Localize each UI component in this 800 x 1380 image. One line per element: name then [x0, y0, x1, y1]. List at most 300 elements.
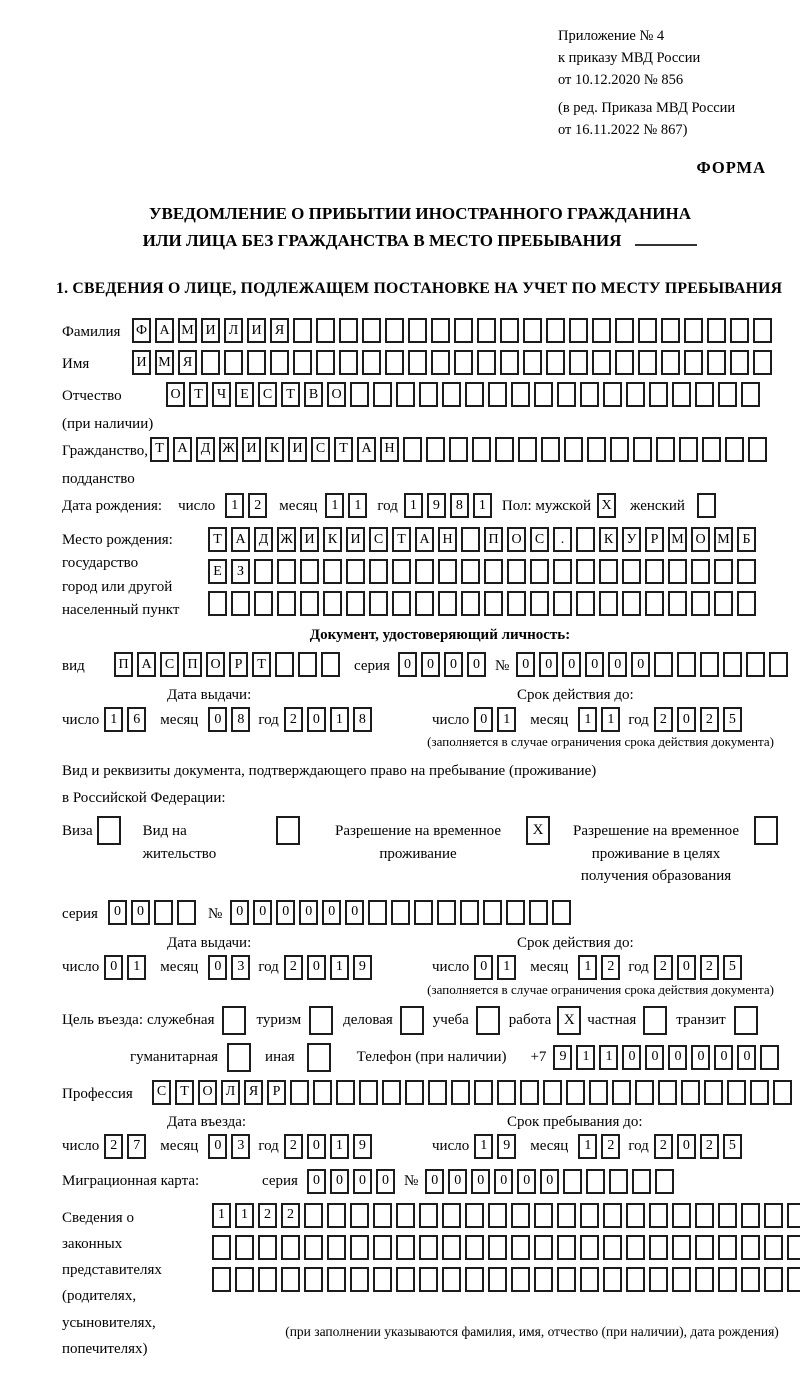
char-cell[interactable]	[368, 900, 387, 925]
char-cell[interactable]	[714, 559, 733, 584]
char-cell[interactable]	[707, 318, 726, 343]
char-cell[interactable]: 0	[562, 652, 581, 677]
char-cell[interactable]: 1	[599, 1045, 618, 1070]
char-cell[interactable]: 5	[723, 955, 742, 980]
char-cell[interactable]	[154, 900, 173, 925]
char-cell[interactable]	[419, 1203, 438, 1228]
char-cell[interactable]: 2	[284, 955, 303, 980]
char-cell[interactable]: 8	[450, 493, 469, 518]
char-cell[interactable]: 1	[578, 707, 597, 732]
char-cell[interactable]	[643, 1006, 667, 1035]
char-cell[interactable]: 0	[467, 652, 486, 677]
char-cell[interactable]	[541, 437, 560, 462]
char-cell[interactable]	[626, 382, 645, 407]
char-cell[interactable]	[649, 1203, 668, 1228]
char-cell[interactable]	[298, 652, 317, 677]
char-cell[interactable]	[741, 1235, 760, 1260]
char-cell[interactable]	[227, 1043, 251, 1072]
char-cell[interactable]: Т	[252, 652, 271, 677]
char-cell[interactable]	[603, 1235, 622, 1260]
char-cell[interactable]	[454, 318, 473, 343]
char-cell[interactable]: Р	[229, 652, 248, 677]
char-cell[interactable]	[307, 1043, 331, 1072]
char-cell[interactable]: 0	[421, 652, 440, 677]
char-cell[interactable]	[373, 382, 392, 407]
char-cell[interactable]	[737, 559, 756, 584]
char-cell[interactable]	[695, 1203, 714, 1228]
char-cell[interactable]: 0	[104, 955, 123, 980]
char-cell[interactable]	[507, 591, 526, 616]
char-cell[interactable]	[764, 1267, 783, 1292]
char-cell[interactable]	[403, 437, 422, 462]
char-cell[interactable]	[718, 1235, 737, 1260]
char-cell[interactable]: 0	[608, 652, 627, 677]
char-cell[interactable]: 0	[677, 1134, 696, 1159]
char-cell[interactable]	[787, 1267, 800, 1292]
char-cell[interactable]	[760, 1045, 779, 1070]
char-cell[interactable]: В	[304, 382, 323, 407]
char-cell[interactable]	[679, 437, 698, 462]
char-cell[interactable]: 0	[539, 652, 558, 677]
char-cell[interactable]: 0	[330, 1169, 349, 1194]
char-cell[interactable]	[350, 1267, 369, 1292]
char-cell[interactable]	[313, 1080, 332, 1105]
char-cell[interactable]: К	[323, 527, 342, 552]
char-cell[interactable]: 0	[645, 1045, 664, 1070]
char-cell[interactable]	[684, 350, 703, 375]
char-cell[interactable]	[497, 1080, 516, 1105]
char-cell[interactable]	[293, 350, 312, 375]
char-cell[interactable]	[741, 382, 760, 407]
char-cell[interactable]: 0	[474, 955, 493, 980]
char-cell[interactable]: И	[346, 527, 365, 552]
char-cell[interactable]: Ж	[219, 437, 238, 462]
char-cell[interactable]	[461, 559, 480, 584]
char-cell[interactable]: 2	[248, 493, 267, 518]
char-cell[interactable]	[97, 816, 121, 845]
char-cell[interactable]	[382, 1080, 401, 1105]
char-cell[interactable]: X	[557, 1006, 581, 1035]
char-cell[interactable]	[553, 559, 572, 584]
char-cell[interactable]: 2	[104, 1134, 123, 1159]
char-cell[interactable]: О	[198, 1080, 217, 1105]
char-cell[interactable]: И	[132, 350, 151, 375]
char-cell[interactable]	[576, 527, 595, 552]
char-cell[interactable]	[656, 437, 675, 462]
char-cell[interactable]: 0	[677, 955, 696, 980]
char-cell[interactable]: 1	[473, 493, 492, 518]
char-cell[interactable]	[247, 350, 266, 375]
char-cell[interactable]: Я	[178, 350, 197, 375]
char-cell[interactable]: Т	[334, 437, 353, 462]
char-cell[interactable]	[580, 382, 599, 407]
char-cell[interactable]	[488, 1267, 507, 1292]
char-cell[interactable]: 9	[553, 1045, 572, 1070]
char-cell[interactable]	[714, 591, 733, 616]
char-cell[interactable]: 0	[631, 652, 650, 677]
char-cell[interactable]: Я	[244, 1080, 263, 1105]
char-cell[interactable]: 0	[108, 900, 127, 925]
char-cell[interactable]: 0	[517, 1169, 536, 1194]
char-cell[interactable]: 0	[677, 707, 696, 732]
char-cell[interactable]: 5	[723, 1134, 742, 1159]
char-cell[interactable]	[488, 1203, 507, 1228]
char-cell[interactable]: Т	[175, 1080, 194, 1105]
char-cell[interactable]	[461, 591, 480, 616]
char-cell[interactable]: 0	[353, 1169, 372, 1194]
char-cell[interactable]	[212, 1267, 231, 1292]
char-cell[interactable]: К	[599, 527, 618, 552]
char-cell[interactable]: Б	[737, 527, 756, 552]
char-cell[interactable]: С	[369, 527, 388, 552]
char-cell[interactable]: 0	[471, 1169, 490, 1194]
char-cell[interactable]: 2	[601, 1134, 620, 1159]
char-cell[interactable]	[691, 591, 710, 616]
char-cell[interactable]: Ч	[212, 382, 231, 407]
char-cell[interactable]	[727, 1080, 746, 1105]
char-cell[interactable]	[704, 1080, 723, 1105]
char-cell[interactable]: 0	[376, 1169, 395, 1194]
char-cell[interactable]: 0	[230, 900, 249, 925]
char-cell[interactable]	[316, 350, 335, 375]
char-cell[interactable]	[753, 318, 772, 343]
char-cell[interactable]: З	[231, 559, 250, 584]
char-cell[interactable]: 0	[299, 900, 318, 925]
char-cell[interactable]: 0	[307, 707, 326, 732]
char-cell[interactable]	[323, 591, 342, 616]
char-cell[interactable]: Т	[189, 382, 208, 407]
char-cell[interactable]	[500, 350, 519, 375]
char-cell[interactable]	[707, 350, 726, 375]
char-cell[interactable]	[201, 350, 220, 375]
char-cell[interactable]	[373, 1203, 392, 1228]
char-cell[interactable]	[396, 382, 415, 407]
char-cell[interactable]	[431, 350, 450, 375]
char-cell[interactable]: 0	[276, 900, 295, 925]
char-cell[interactable]: 1	[330, 955, 349, 980]
char-cell[interactable]	[293, 318, 312, 343]
char-cell[interactable]	[764, 1235, 783, 1260]
char-cell[interactable]	[580, 1267, 599, 1292]
char-cell[interactable]: Н	[380, 437, 399, 462]
char-cell[interactable]	[702, 437, 721, 462]
char-cell[interactable]: 0	[307, 1134, 326, 1159]
char-cell[interactable]	[603, 1267, 622, 1292]
char-cell[interactable]	[477, 350, 496, 375]
char-cell[interactable]	[658, 1080, 677, 1105]
char-cell[interactable]: 0	[398, 652, 417, 677]
char-cell[interactable]: X	[526, 816, 550, 845]
char-cell[interactable]: А	[231, 527, 250, 552]
char-cell[interactable]: И	[247, 318, 266, 343]
char-cell[interactable]	[638, 350, 657, 375]
char-cell[interactable]	[511, 1235, 530, 1260]
char-cell[interactable]	[649, 1267, 668, 1292]
char-cell[interactable]: А	[155, 318, 174, 343]
char-cell[interactable]: 1	[578, 955, 597, 980]
char-cell[interactable]	[580, 1203, 599, 1228]
char-cell[interactable]	[697, 493, 716, 518]
char-cell[interactable]	[419, 382, 438, 407]
char-cell[interactable]: 5	[723, 707, 742, 732]
char-cell[interactable]	[569, 318, 588, 343]
char-cell[interactable]: М	[714, 527, 733, 552]
char-cell[interactable]: 0	[425, 1169, 444, 1194]
char-cell[interactable]: 1	[325, 493, 344, 518]
char-cell[interactable]	[391, 900, 410, 925]
char-cell[interactable]	[327, 1235, 346, 1260]
char-cell[interactable]	[622, 591, 641, 616]
char-cell[interactable]	[576, 559, 595, 584]
char-cell[interactable]	[750, 1080, 769, 1105]
char-cell[interactable]	[557, 1235, 576, 1260]
char-cell[interactable]	[638, 318, 657, 343]
char-cell[interactable]: Д	[196, 437, 215, 462]
char-cell[interactable]	[454, 350, 473, 375]
char-cell[interactable]	[700, 652, 719, 677]
char-cell[interactable]	[449, 437, 468, 462]
char-cell[interactable]	[488, 1235, 507, 1260]
char-cell[interactable]	[415, 591, 434, 616]
char-cell[interactable]	[483, 900, 502, 925]
char-cell[interactable]	[626, 1267, 645, 1292]
char-cell[interactable]	[661, 350, 680, 375]
char-cell[interactable]	[668, 559, 687, 584]
char-cell[interactable]	[281, 1267, 300, 1292]
char-cell[interactable]: К	[265, 437, 284, 462]
char-cell[interactable]: 1	[497, 707, 516, 732]
char-cell[interactable]: 2	[284, 1134, 303, 1159]
char-cell[interactable]: С	[152, 1080, 171, 1105]
char-cell[interactable]: 0	[668, 1045, 687, 1070]
char-cell[interactable]	[309, 1006, 333, 1035]
char-cell[interactable]	[488, 382, 507, 407]
char-cell[interactable]: 0	[322, 900, 341, 925]
char-cell[interactable]	[258, 1267, 277, 1292]
char-cell[interactable]	[543, 1080, 562, 1105]
char-cell[interactable]	[405, 1080, 424, 1105]
char-cell[interactable]	[396, 1203, 415, 1228]
char-cell[interactable]: А	[137, 652, 156, 677]
char-cell[interactable]	[442, 382, 461, 407]
char-cell[interactable]: 1	[601, 707, 620, 732]
char-cell[interactable]	[557, 1203, 576, 1228]
char-cell[interactable]	[392, 559, 411, 584]
char-cell[interactable]	[546, 350, 565, 375]
char-cell[interactable]: А	[357, 437, 376, 462]
char-cell[interactable]	[323, 559, 342, 584]
char-cell[interactable]: 2	[601, 955, 620, 980]
char-cell[interactable]: 1	[127, 955, 146, 980]
char-cell[interactable]: Л	[224, 318, 243, 343]
char-cell[interactable]	[764, 1203, 783, 1228]
char-cell[interactable]: 6	[127, 707, 146, 732]
char-cell[interactable]	[465, 382, 484, 407]
char-cell[interactable]: 1	[497, 955, 516, 980]
char-cell[interactable]: 0	[714, 1045, 733, 1070]
char-cell[interactable]	[316, 318, 335, 343]
char-cell[interactable]	[741, 1203, 760, 1228]
char-cell[interactable]	[339, 350, 358, 375]
char-cell[interactable]: 9	[353, 955, 372, 980]
char-cell[interactable]: 0	[691, 1045, 710, 1070]
char-cell[interactable]: М	[178, 318, 197, 343]
char-cell[interactable]	[622, 559, 641, 584]
char-cell[interactable]	[437, 900, 456, 925]
char-cell[interactable]: 2	[700, 1134, 719, 1159]
char-cell[interactable]: 7	[127, 1134, 146, 1159]
char-cell[interactable]	[426, 437, 445, 462]
char-cell[interactable]: 0	[208, 1134, 227, 1159]
char-cell[interactable]: 0	[444, 652, 463, 677]
char-cell[interactable]	[564, 437, 583, 462]
char-cell[interactable]: 0	[253, 900, 272, 925]
char-cell[interactable]: 0	[474, 707, 493, 732]
char-cell[interactable]	[741, 1267, 760, 1292]
char-cell[interactable]	[612, 1080, 631, 1105]
char-cell[interactable]: 1	[348, 493, 367, 518]
char-cell[interactable]	[438, 559, 457, 584]
char-cell[interactable]	[773, 1080, 792, 1105]
char-cell[interactable]: X	[597, 493, 616, 518]
char-cell[interactable]: 2	[700, 707, 719, 732]
char-cell[interactable]	[484, 591, 503, 616]
char-cell[interactable]	[546, 318, 565, 343]
char-cell[interactable]	[373, 1267, 392, 1292]
char-cell[interactable]	[668, 591, 687, 616]
char-cell[interactable]	[258, 1235, 277, 1260]
char-cell[interactable]	[530, 591, 549, 616]
char-cell[interactable]	[603, 1203, 622, 1228]
char-cell[interactable]: О	[327, 382, 346, 407]
char-cell[interactable]: 0	[494, 1169, 513, 1194]
char-cell[interactable]: .	[553, 527, 572, 552]
char-cell[interactable]: 1	[225, 493, 244, 518]
char-cell[interactable]: П	[484, 527, 503, 552]
char-cell[interactable]	[730, 350, 749, 375]
char-cell[interactable]	[592, 350, 611, 375]
char-cell[interactable]: М	[155, 350, 174, 375]
char-cell[interactable]: 1	[578, 1134, 597, 1159]
char-cell[interactable]	[254, 559, 273, 584]
char-cell[interactable]: 3	[231, 955, 250, 980]
char-cell[interactable]: 1	[235, 1203, 254, 1228]
char-cell[interactable]: Д	[254, 527, 273, 552]
char-cell[interactable]	[177, 900, 196, 925]
char-cell[interactable]	[654, 652, 673, 677]
char-cell[interactable]: С	[530, 527, 549, 552]
char-cell[interactable]	[603, 382, 622, 407]
char-cell[interactable]	[484, 559, 503, 584]
char-cell[interactable]: 8	[231, 707, 250, 732]
char-cell[interactable]	[530, 559, 549, 584]
char-cell[interactable]: П	[114, 652, 133, 677]
char-cell[interactable]: С	[258, 382, 277, 407]
char-cell[interactable]	[277, 591, 296, 616]
char-cell[interactable]	[408, 318, 427, 343]
char-cell[interactable]	[569, 350, 588, 375]
char-cell[interactable]: 0	[737, 1045, 756, 1070]
char-cell[interactable]	[304, 1267, 323, 1292]
char-cell[interactable]	[400, 1006, 424, 1035]
char-cell[interactable]	[691, 559, 710, 584]
char-cell[interactable]: Е	[208, 559, 227, 584]
char-cell[interactable]	[208, 591, 227, 616]
char-cell[interactable]: 2	[284, 707, 303, 732]
char-cell[interactable]	[396, 1267, 415, 1292]
char-cell[interactable]	[460, 900, 479, 925]
char-cell[interactable]: 1	[104, 707, 123, 732]
char-cell[interactable]	[723, 652, 742, 677]
char-cell[interactable]	[633, 437, 652, 462]
char-cell[interactable]	[231, 591, 250, 616]
char-cell[interactable]: У	[622, 527, 641, 552]
char-cell[interactable]: М	[668, 527, 687, 552]
char-cell[interactable]	[615, 350, 634, 375]
char-cell[interactable]	[392, 591, 411, 616]
char-cell[interactable]	[520, 1080, 539, 1105]
char-cell[interactable]	[523, 350, 542, 375]
char-cell[interactable]	[321, 652, 340, 677]
char-cell[interactable]: 1	[474, 1134, 493, 1159]
char-cell[interactable]: И	[288, 437, 307, 462]
char-cell[interactable]: Л	[221, 1080, 240, 1105]
char-cell[interactable]	[442, 1203, 461, 1228]
char-cell[interactable]: 9	[353, 1134, 372, 1159]
char-cell[interactable]	[672, 1267, 691, 1292]
char-cell[interactable]	[557, 382, 576, 407]
char-cell[interactable]	[737, 591, 756, 616]
char-cell[interactable]	[718, 1203, 737, 1228]
char-cell[interactable]: О	[206, 652, 225, 677]
char-cell[interactable]	[661, 318, 680, 343]
char-cell[interactable]: 1	[212, 1203, 231, 1228]
char-cell[interactable]: Р	[645, 527, 664, 552]
char-cell[interactable]	[472, 437, 491, 462]
char-cell[interactable]	[645, 559, 664, 584]
char-cell[interactable]	[592, 318, 611, 343]
char-cell[interactable]	[518, 437, 537, 462]
char-cell[interactable]	[350, 1235, 369, 1260]
char-cell[interactable]	[672, 1235, 691, 1260]
char-cell[interactable]	[477, 318, 496, 343]
char-cell[interactable]	[327, 1203, 346, 1228]
char-cell[interactable]: Т	[150, 437, 169, 462]
char-cell[interactable]	[222, 1006, 246, 1035]
char-cell[interactable]	[428, 1080, 447, 1105]
char-cell[interactable]: Н	[438, 527, 457, 552]
char-cell[interactable]	[362, 350, 381, 375]
char-cell[interactable]: 0	[448, 1169, 467, 1194]
char-cell[interactable]	[672, 1203, 691, 1228]
char-cell[interactable]	[385, 350, 404, 375]
char-cell[interactable]	[290, 1080, 309, 1105]
char-cell[interactable]	[730, 318, 749, 343]
char-cell[interactable]	[369, 591, 388, 616]
char-cell[interactable]: Р	[267, 1080, 286, 1105]
char-cell[interactable]: 1	[404, 493, 423, 518]
char-cell[interactable]	[695, 382, 714, 407]
char-cell[interactable]	[346, 559, 365, 584]
char-cell[interactable]: А	[173, 437, 192, 462]
char-cell[interactable]: Т	[281, 382, 300, 407]
char-cell[interactable]	[438, 591, 457, 616]
char-cell[interactable]: 3	[231, 1134, 250, 1159]
char-cell[interactable]	[277, 559, 296, 584]
char-cell[interactable]	[677, 652, 696, 677]
char-cell[interactable]: П	[183, 652, 202, 677]
char-cell[interactable]	[350, 1203, 369, 1228]
